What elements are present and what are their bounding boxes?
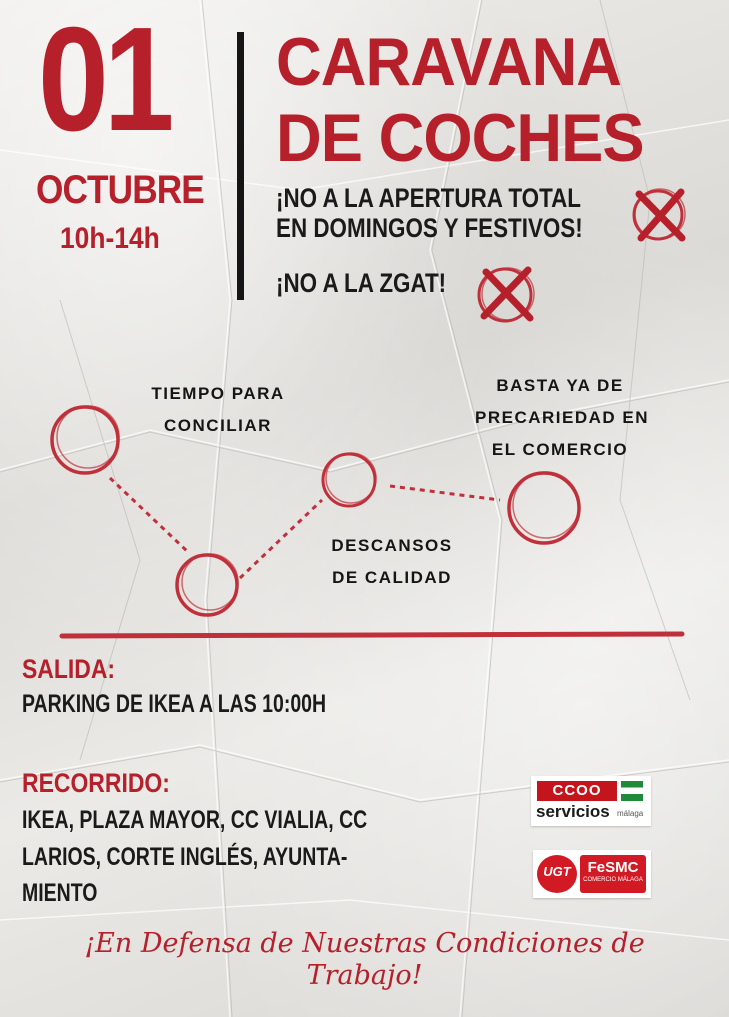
- ugt-fesmc: FeSMC: [587, 859, 639, 876]
- andalusia-flag-icon: [621, 781, 643, 801]
- ugt-fesmc-box: [580, 855, 646, 893]
- time-label: 10h-14h: [60, 222, 160, 255]
- route-node-descansos: [323, 453, 376, 506]
- footer-line-2: Trabajo!: [306, 960, 423, 991]
- recorrido-line-2: LARIOS, CORTE INGLÉS, AYUNTA-: [22, 843, 348, 871]
- label-tiempo-line-1: TIEMPO PARA: [151, 384, 285, 403]
- recorrido-line-3: MIENTO: [22, 879, 98, 907]
- ugt-logo: [533, 850, 651, 898]
- ugt-mark: UGT: [537, 855, 577, 893]
- month-label: OCTUBRE: [36, 168, 204, 212]
- label-basta-line-2: PRECARIEDAD EN: [474, 408, 650, 427]
- slogan-1-line-1: ¡NO A LA APERTURA TOTAL: [276, 183, 581, 213]
- title-line-1: CARAVANA: [276, 24, 622, 100]
- ccoo-malaga: málaga: [617, 809, 644, 818]
- route-segment: [390, 486, 500, 500]
- title-line-2: DE COCHES: [276, 100, 644, 176]
- salida-text: PARKING DE IKEA A LAS 10:00H: [22, 690, 327, 718]
- slogan-2: ¡NO A LA ZGAT!: [276, 268, 447, 298]
- footer-line-1: ¡En Defensa de Nuestras Condiciones de: [84, 928, 645, 959]
- label-descansos-line-2: DE CALIDAD: [332, 568, 452, 587]
- ugt-sub: COMERCIO MÁLAGA: [583, 877, 643, 883]
- recorrido-line-1: IKEA, PLAZA MAYOR, CC VIALIA, CC: [22, 806, 368, 834]
- salida-heading: SALIDA:: [22, 654, 116, 684]
- ccoo-servicios: servicios: [536, 802, 610, 821]
- route-segment: [110, 478, 188, 552]
- route-node-basta: [509, 472, 579, 543]
- cross-out-icon: [474, 262, 540, 328]
- route-node-descansos-low: [177, 554, 238, 615]
- route-segment: [240, 500, 322, 578]
- label-basta-line-1: BASTA YA DE: [496, 376, 624, 395]
- label-basta-line-3: EL COMERCIO: [491, 440, 629, 459]
- day-number: 01: [38, 0, 170, 162]
- slogan-1-line-2: EN DOMINGOS Y FESTIVOS!: [276, 213, 583, 243]
- ccoo-mark: CCOO: [537, 781, 617, 801]
- label-descansos-line-1: DESCANSOS: [331, 536, 453, 555]
- recorrido-heading: RECORRIDO:: [22, 768, 170, 798]
- vertical-divider: [237, 32, 244, 300]
- ccoo-logo: [531, 776, 651, 826]
- cross-out-icon: [627, 182, 693, 248]
- label-tiempo-line-2: CONCILIAR: [164, 416, 272, 435]
- route-node-tiempo: [52, 406, 119, 473]
- red-underline: [62, 634, 682, 636]
